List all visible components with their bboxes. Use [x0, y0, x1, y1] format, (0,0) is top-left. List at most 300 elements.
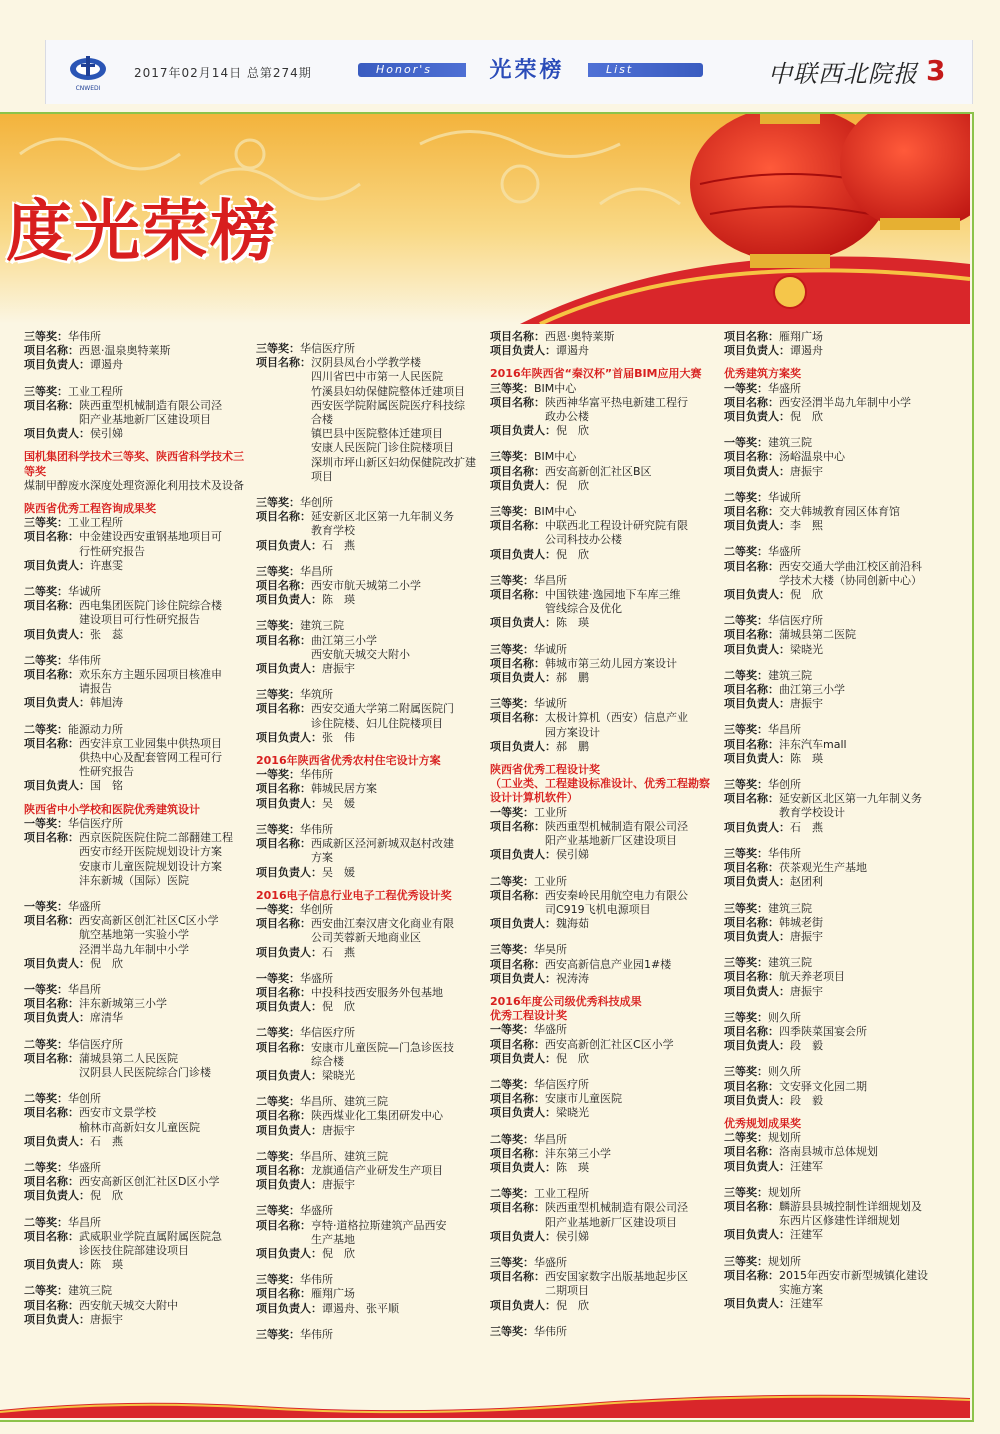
award-entry: [24, 654, 254, 711]
award-entry-row: [256, 1109, 486, 1123]
entry-field-label: 项目负责人：: [24, 1312, 90, 1326]
award-entry-row: [256, 496, 486, 510]
entry-field-label: 三等奖：: [724, 846, 768, 860]
award-entry-row: [256, 823, 486, 837]
entry-field-label: 项目名称：: [256, 1218, 311, 1232]
entry-field-value: 交大韩城教育园区体育馆: [779, 505, 900, 519]
award-entry-row: [490, 344, 720, 358]
award-entry-row: [24, 628, 254, 642]
entry-field-value: 武威职业学院直属附属医院急 诊医技住院部建设项目: [79, 1229, 222, 1257]
entry-field-value: 陈 瑛: [90, 1258, 123, 1272]
entry-field-label: 三等奖：: [24, 516, 68, 530]
award-entry-row: [724, 1255, 954, 1269]
entry-field-label: 项目名称：: [724, 1079, 779, 1093]
entry-field-label: 三等奖：: [490, 381, 534, 395]
award-entry-row: [724, 614, 954, 628]
entry-field-label: 项目名称：: [490, 1037, 545, 1051]
award-entry: [490, 643, 720, 686]
award-entry-row: [24, 1216, 254, 1230]
entry-field-value: 中投科技西安服务外包基地: [311, 985, 443, 999]
entry-field-label: 项目名称：: [490, 395, 545, 409]
award-entry: [724, 491, 954, 534]
award-entry-row: [724, 628, 954, 642]
entry-field-label: 三等奖：: [490, 1324, 534, 1338]
award-entry-row: [490, 657, 720, 671]
entry-field-value: 亨特·道格拉斯建筑产品西安 生产基地: [311, 1218, 447, 1246]
award-entry: [256, 903, 486, 960]
entry-field-value: 祝涛涛: [556, 971, 589, 985]
entry-field-label: 一等奖：: [256, 971, 300, 985]
entry-field-label: 项目负责人：: [24, 696, 90, 710]
entry-field-value: 侯引娣: [556, 1229, 589, 1243]
award-entry-row: [24, 900, 254, 914]
award-entry-row: [490, 1299, 720, 1313]
award-entry-row: [724, 410, 954, 424]
award-entry-row: [724, 436, 954, 450]
award-entry-row: [490, 396, 720, 424]
award-entry: [724, 956, 954, 999]
entry-field-label: 项目负责人：: [256, 1000, 322, 1014]
award-entry-row: [724, 902, 954, 916]
award-entry-row: [724, 683, 954, 697]
entry-field-label: 项目名称：: [24, 736, 79, 750]
entry-field-label: 项目名称：: [724, 559, 779, 573]
award-entry-row: [724, 669, 954, 683]
entry-field-label: 项目名称：: [490, 588, 545, 602]
entry-field-value: 蒲城县第二医院: [779, 628, 856, 642]
entry-field-value: 华伟所: [300, 768, 333, 782]
entry-field-value: 中联西北工程设计研究院有限 公司科技办公楼: [545, 519, 688, 547]
entry-field-label: 项目负责人：: [24, 1189, 90, 1203]
award-entry-row: [724, 491, 954, 505]
entry-field-label: 三等奖：: [724, 901, 768, 915]
entry-field-label: 项目负责人：: [724, 697, 790, 711]
entry-field-label: 项目负责人：: [724, 984, 790, 998]
entry-field-label: 二等奖：: [256, 1026, 300, 1040]
entry-field-value: 航天养老项目: [779, 970, 845, 984]
award-entry: [490, 875, 720, 932]
entry-field-value: 华昊所: [534, 943, 567, 957]
entry-field-label: 一等奖：: [490, 805, 534, 819]
award-entry-row: [724, 821, 954, 835]
entry-field-label: 项目名称：: [724, 792, 779, 806]
award-entry-row: [256, 1095, 486, 1109]
entry-field-value: 倪 欣: [790, 410, 823, 424]
award-entry-row: [256, 634, 486, 662]
entry-field-label: 三等奖：: [490, 642, 534, 656]
award-entry: [256, 496, 486, 553]
award-entry-row: [24, 516, 254, 530]
entry-field-label: 三等奖：: [256, 688, 300, 702]
award-entry-row: [724, 847, 954, 861]
entry-field-label: 项目名称：: [24, 1051, 79, 1065]
entry-field-value: 华伟所: [68, 653, 101, 667]
entry-field-label: 项目名称：: [490, 330, 545, 343]
entry-field-value: 华盛所: [534, 1023, 567, 1037]
award-entry: [724, 902, 954, 945]
entry-field-label: 项目负责人：: [490, 1160, 556, 1174]
entry-field-label: 二等奖：: [490, 874, 534, 888]
entry-field-label: 二等奖：: [490, 1132, 534, 1146]
award-entry-row: [256, 866, 486, 880]
award-entry-row: [24, 723, 254, 737]
entry-field-value: 李 煕: [790, 519, 823, 533]
award-entry-row: [724, 916, 954, 930]
entry-field-value: 汪建军: [790, 1228, 823, 1242]
award-entry-row: [724, 861, 954, 875]
award-entry-row: [724, 505, 954, 519]
page-number: 3: [926, 54, 946, 87]
award-entry-row: [724, 1025, 954, 1039]
entry-field-label: 三等奖：: [490, 697, 534, 711]
entry-field-value: 谭遏舟: [790, 344, 823, 358]
award-entry-row: [724, 1297, 954, 1311]
entry-field-value: 煤制甲醇废水深度处理资源化利用技术及设备: [24, 478, 244, 492]
entry-field-value: 华伟所: [300, 1273, 333, 1287]
entry-field-label: 二等奖：: [490, 1077, 534, 1091]
entry-field-value: 陕西重型机械制造有限公司泾 阳产业基地新厂区建设项目: [545, 1201, 688, 1229]
entry-field-value: BIM中心: [534, 450, 577, 464]
entry-field-value: 段 毅: [790, 1093, 823, 1107]
award-entry-row: [256, 342, 486, 356]
award-entry-row: [490, 875, 720, 889]
award-entry: [724, 778, 954, 835]
award-category-heading: 2016电子信息行业电子工程优秀设计奖: [256, 888, 452, 902]
award-entry: [724, 1131, 954, 1174]
entry-field-value: 倪 欣: [556, 547, 589, 561]
award-entry-row: [24, 831, 254, 888]
entry-field-value: 华盛所: [534, 1255, 567, 1269]
entry-field-value: 石 燕: [322, 538, 355, 552]
award-entry-row: [490, 1201, 720, 1229]
entry-field-label: 项目名称：: [724, 1268, 779, 1282]
award-entry-row: [256, 688, 486, 702]
award-entry-row: [24, 385, 254, 399]
entry-field-value: 席清华: [90, 1011, 123, 1025]
entry-field-value: 韩城市第三幼儿园方案设计: [545, 656, 677, 670]
award-entry-row: [724, 1228, 954, 1242]
entry-field-value: 西安交通大学曲江校区前沿科 学技术大楼（协同创新中心）: [779, 559, 922, 587]
entry-field-label: 三等奖：: [724, 1185, 768, 1199]
entry-field-label: 三等奖：: [724, 1254, 768, 1268]
entry-field-label: 项目名称：: [256, 985, 311, 999]
entry-field-label: 二等奖：: [24, 653, 68, 667]
entry-field-label: 项目负责人：: [490, 917, 556, 931]
logo-text: CNWEDI: [75, 85, 101, 92]
award-entry-row: [724, 970, 954, 984]
entry-field-label: 项目名称：: [490, 1270, 545, 1284]
entry-field-label: 项目名称：: [490, 711, 545, 725]
award-entry-row: [724, 1200, 954, 1228]
entry-field-value: 郝 鹏: [556, 671, 589, 685]
award-entry-row: [490, 1078, 720, 1092]
entry-field-label: 三等奖：: [490, 943, 534, 957]
entry-field-label: 项目负责人：: [256, 1178, 322, 1192]
entry-field-label: 项目负责人：: [724, 929, 790, 943]
award-entry: [256, 1150, 486, 1193]
entry-field-label: 二等奖：: [724, 614, 768, 628]
entry-field-label: 项目负责人：: [490, 344, 556, 358]
entry-field-label: 项目名称：: [724, 628, 779, 642]
entry-field-label: 项目名称：: [256, 356, 311, 370]
entry-field-label: 项目名称：: [490, 464, 545, 478]
entry-field-label: 项目名称：: [724, 505, 779, 519]
entry-field-value: 倪 欣: [556, 1051, 589, 1065]
entry-field-label: 项目名称：: [490, 1201, 545, 1215]
entry-field-value: 曲江第三小学 西安航天城交大附小: [311, 633, 410, 661]
entry-field-value: 谭遏舟: [556, 344, 589, 358]
entry-field-value: 华信医疗所: [68, 816, 123, 830]
entry-field-value: 陕西煤业化工集团研发中心: [311, 1109, 443, 1123]
award-entry: [24, 1284, 254, 1327]
entry-field-value: 华昌所: [68, 1215, 101, 1229]
award-entry-row: [724, 1269, 954, 1297]
entry-field-label: 项目负责人：: [724, 1228, 790, 1242]
entry-field-label: 二等奖：: [724, 1131, 768, 1145]
entry-field-value: 建筑三院: [68, 1284, 112, 1298]
award-entry-row: [24, 1161, 254, 1175]
entry-field-value: 华诚所: [534, 642, 567, 656]
award-entry-row: [256, 1164, 486, 1178]
award-entry-row: [490, 889, 720, 917]
award-entry-row: [724, 752, 954, 766]
entry-field-value: 则久所: [768, 1065, 801, 1079]
entry-field-value: 中国铁建·逸园地下车库三维 管线综合及优化: [545, 588, 681, 616]
entry-field-value: 段 毅: [790, 1039, 823, 1053]
entry-field-value: 华信医疗所: [68, 1037, 123, 1051]
award-entry-row: [724, 382, 954, 396]
award-entry-row: [256, 539, 486, 553]
award-entry: [490, 1256, 720, 1313]
award-entry: [490, 1023, 720, 1066]
page-header: [45, 40, 973, 104]
award-entry-row: [724, 450, 954, 464]
award-entry: [256, 768, 486, 811]
entry-field-value: 洛南县城市总体规划: [779, 1145, 878, 1159]
entry-field-value: 华盛所: [300, 971, 333, 985]
entry-field-label: 三等奖：: [256, 1204, 300, 1218]
entry-field-label: 项目负责人：: [490, 616, 556, 630]
award-entry: [490, 1187, 720, 1244]
entry-field-label: 项目负责人：: [490, 1298, 556, 1312]
award-entry-row: [24, 1258, 254, 1272]
entry-field-value: 华创所: [68, 1092, 101, 1106]
entry-field-value: 唐振宇: [790, 697, 823, 711]
entry-field-value: 唐振宇: [322, 1123, 355, 1137]
award-entry-row: [24, 344, 254, 358]
entry-field-value: 西安秦岭民用航空电力有限公 司C919飞机电源项目: [545, 888, 688, 916]
award-entry-row: [724, 1145, 954, 1159]
entry-field-value: 工业所: [534, 874, 567, 888]
entry-field-value: 梁晓光: [790, 642, 823, 656]
entry-field-label: 项目名称：: [724, 395, 779, 409]
award-entry-row: [490, 820, 720, 848]
entry-field-value: 西安高新信息产业园1#楼: [545, 957, 672, 971]
award-entry: [24, 1092, 254, 1149]
entry-field-label: 项目负责人：: [724, 1039, 790, 1053]
award-entry-row: [24, 585, 254, 599]
banner-english-left: Honor's: [376, 63, 432, 76]
award-entry-row: [490, 1230, 720, 1244]
entry-field-label: 项目名称：: [256, 510, 311, 524]
award-entry-row: [724, 985, 954, 999]
award-entry-row: [490, 917, 720, 931]
award-entry: [256, 1328, 486, 1342]
entry-field-value: 石 燕: [790, 820, 823, 834]
entry-field-label: 项目名称：: [24, 530, 79, 544]
entry-field-value: 华盛所: [768, 545, 801, 559]
award-entry-row: [724, 956, 954, 970]
award-entry: [490, 943, 720, 986]
entry-field-label: 项目负责人：: [724, 875, 790, 889]
entry-field-value: 能源动力所: [68, 722, 123, 736]
entry-field-label: 项目名称：: [256, 579, 311, 593]
award-entry-row: [490, 1092, 720, 1106]
award-entry-row: [490, 479, 720, 493]
entry-field-label: 项目名称：: [256, 1287, 311, 1301]
award-entry: [256, 342, 486, 484]
award-entry-row: [256, 1000, 486, 1014]
entry-field-label: 项目名称：: [724, 1145, 779, 1159]
award-entry: [724, 847, 954, 890]
award-entry-row: [24, 737, 254, 780]
award-entry-row: [490, 1038, 720, 1052]
award-entry-row: [24, 779, 254, 793]
award-entry-row: [490, 330, 720, 344]
entry-field-label: 项目负责人：: [724, 464, 790, 478]
award-entry-row: [724, 519, 954, 533]
award-entry: [24, 900, 254, 971]
entry-field-label: 项目负责人：: [490, 1229, 556, 1243]
award-category-heading: 陕西省优秀工程咨询成果奖: [24, 502, 156, 516]
award-entry-row: [24, 1189, 254, 1203]
award-entry-row: [490, 424, 720, 438]
award-entry-row: [256, 702, 486, 730]
entry-field-label: 项目名称：: [24, 1298, 79, 1312]
entry-field-label: 项目负责人：: [724, 642, 790, 656]
award-entry: [24, 1161, 254, 1204]
entry-field-label: 二等奖：: [24, 722, 68, 736]
award-entry-row: [490, 1325, 720, 1339]
award-entry-row: [490, 1187, 720, 1201]
award-entry-row: [24, 957, 254, 971]
entry-field-label: 项目负责人：: [724, 588, 790, 602]
award-entry: [256, 972, 486, 1015]
entry-field-value: 华诚所: [534, 697, 567, 711]
entry-field-value: 太极计算机（西安）信息产业 园方案设计: [545, 711, 688, 739]
award-entry: [24, 1216, 254, 1273]
entry-field-label: 项目名称：: [256, 782, 311, 796]
entry-field-value: 西安沣京工业园集中供热项目 供热中心及配套管网工程可行 性研究报告: [79, 736, 222, 779]
entry-field-value: 华伟所: [300, 822, 333, 836]
entry-field-label: 二等奖：: [24, 1092, 68, 1106]
entry-field-label: 三等奖：: [256, 342, 300, 355]
entry-field-label: 项目名称：: [724, 737, 779, 751]
entry-field-label: 项目名称：: [724, 450, 779, 464]
entry-field-label: 项目负责人：: [490, 424, 556, 438]
entry-field-label: 项目名称：: [24, 831, 79, 845]
entry-field-label: 项目负责人：: [724, 344, 790, 358]
award-entry-row: [256, 1302, 486, 1316]
entry-field-value: 韩城老街: [779, 915, 823, 929]
entry-field-label: 项目负责人：: [490, 547, 556, 561]
entry-field-value: 规划所: [768, 1131, 801, 1145]
award-entry-row: [24, 559, 254, 573]
entry-field-value: 建筑三院: [768, 956, 812, 970]
entry-field-value: 四季陕菜国宴会所: [779, 1024, 867, 1038]
entry-field-value: 沣东汽车mall: [779, 737, 847, 751]
entry-field-label: 项目负责人：: [256, 1068, 322, 1082]
award-entry-row: [24, 1230, 254, 1258]
entry-field-value: 汉阴县凤台小学教学楼 四川省巴中市第一人民医院 竹溪县妇幼保健院整体迁建项目 西安医学院附属医院医疗科技综 合楼 镇巴县中医院整体迁建项目 安康人民医院门诊住院楼项目 深圳市坪山新区妇幼保健院改扩建 项目: [311, 356, 476, 483]
entry-field-label: 二等奖：: [724, 668, 768, 682]
award-entry-row: [256, 837, 486, 865]
entry-field-label: 项目名称：: [256, 1163, 311, 1177]
entry-field-value: 安康市儿童医院—门急诊医技 综合楼: [311, 1040, 454, 1068]
entry-field-value: 石 燕: [90, 1134, 123, 1148]
entry-field-value: 西电集团医院门诊住院综合楼 建设项目可行性研究报告: [79, 599, 222, 627]
award-category-heading: 优秀建筑方案奖: [724, 367, 801, 381]
award-entry: [24, 723, 254, 794]
award-entry: [490, 574, 720, 631]
entry-field-value: 华诚所: [68, 585, 101, 599]
entry-field-label: 项目名称：: [490, 819, 545, 833]
award-entry-row: [256, 662, 486, 676]
entry-field-value: 华昌所: [768, 723, 801, 737]
entry-field-value: 华昌所: [300, 564, 333, 578]
award-entry: [256, 619, 486, 676]
entry-field-value: 建筑三院: [768, 436, 812, 450]
entry-field-value: 西咸新区泾河新城双赵村改建 方案: [311, 837, 454, 865]
award-entry: [24, 385, 254, 442]
award-entry-row: [490, 519, 720, 547]
award-entry-row: [256, 768, 486, 782]
entry-field-value: 唐振宇: [790, 984, 823, 998]
entry-field-value: 唐振宇: [322, 662, 355, 676]
entry-field-label: 项目负责人：: [256, 796, 322, 810]
entry-field-label: 项目负责人：: [256, 1246, 322, 1260]
award-entry: [724, 723, 954, 766]
entry-field-label: 项目名称：: [24, 997, 79, 1011]
award-entry: [490, 382, 720, 439]
award-entry-row: [490, 671, 720, 685]
entry-field-value: 汤峪温泉中心: [779, 450, 845, 464]
entry-field-value: 西安市航天城第二小学: [311, 579, 421, 593]
entry-field-value: 麟游县县城控制性详细规划及 东西片区修建性详细规划: [779, 1199, 922, 1228]
entry-field-value: 工业所: [534, 805, 567, 819]
entry-field-label: 项目负责人：: [490, 848, 556, 862]
award-entry-row: [24, 983, 254, 997]
entry-field-value: 汪建军: [790, 1159, 823, 1173]
entry-field-label: 一等奖：: [24, 816, 68, 830]
entry-field-value: 许惠雯: [90, 558, 123, 572]
entry-field-value: 华盛所: [768, 381, 801, 395]
award-entry-row: [490, 643, 720, 657]
award-entry: [490, 1078, 720, 1121]
entry-field-label: 一等奖：: [256, 902, 300, 916]
entry-field-label: 项目名称：: [724, 915, 779, 929]
entry-field-label: 项目负责人：: [256, 1123, 322, 1137]
award-entry-row: [24, 427, 254, 441]
award-entry: [24, 330, 254, 373]
award-entry-row: [24, 330, 254, 344]
entry-field-value: 蒲城县第二人民医院 汉阴县人民医院综合门诊楼: [79, 1051, 211, 1079]
award-entry-row: [490, 958, 720, 972]
award-entry-row: [256, 946, 486, 960]
entry-field-value: 倪 欣: [556, 424, 589, 438]
entry-field-value: 西安高新创汇社区C区小学: [545, 1037, 674, 1051]
award-entry-row: [24, 1052, 254, 1080]
